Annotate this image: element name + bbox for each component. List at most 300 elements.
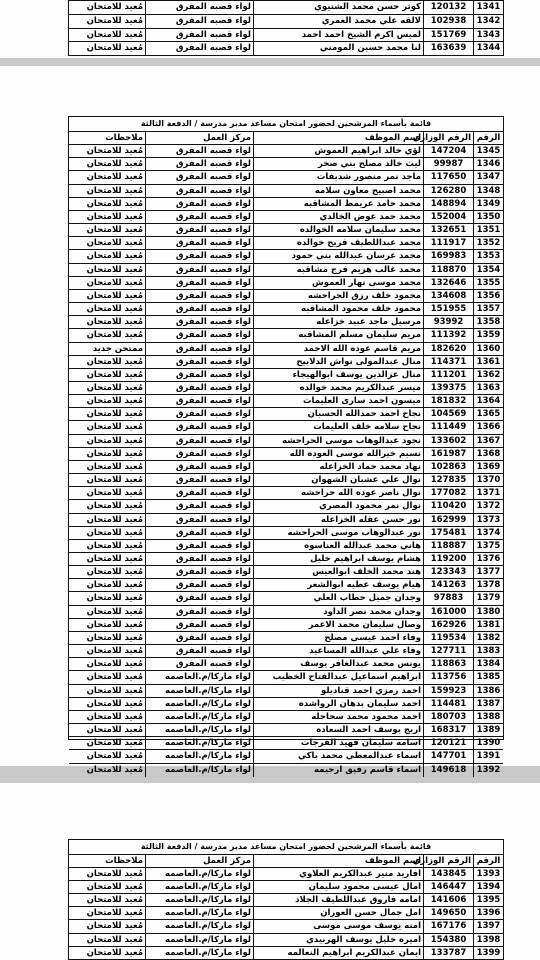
table-middle (68, 116, 504, 775)
cell-no: 1364 (473, 395, 503, 407)
cell-no: 1365 (473, 408, 503, 420)
cell-work-center: لواء ماركا/م.العاصمه (145, 947, 253, 960)
cell-no: 1352 (473, 237, 503, 249)
cell-employee-name: محمد غالب هزيم فرج مشاقبه (253, 264, 423, 276)
cell-employee-name: نوال نمر محمود المصري (253, 500, 423, 512)
cell-notes: مُعيد للامتحان (86, 198, 143, 209)
cell-employee-name: نوال ناصر عوده الله حراحشه (253, 487, 423, 499)
cell-employee-name: امال عيسى محمود سليمان (253, 881, 423, 893)
cell-employee-name: احمد محمود محمد سحاحله (253, 711, 423, 723)
cell-employee-name: محمد حمد عوض الخالدي (253, 211, 423, 223)
table-row (69, 934, 503, 947)
table-row (69, 632, 503, 645)
table-row (69, 198, 503, 211)
cell-notes: مُعيد للامتحان (86, 606, 143, 617)
table-row (69, 724, 503, 737)
cell-national-id: 180703 (423, 711, 473, 723)
table-row (69, 145, 503, 158)
cell-national-id: 119200 (423, 553, 473, 565)
cell-notes: ممتحن جديد (92, 343, 143, 354)
cell-employee-name: محمود خلف محمود المشاقبه (253, 303, 423, 315)
table-row (69, 382, 503, 395)
cell-work-center: لواء قصبه المفرق (145, 448, 253, 460)
cell-national-id: 93992 (423, 316, 473, 328)
cell-notes: مُعيد للامتحان (86, 396, 143, 407)
cell-national-id: 181832 (423, 395, 473, 407)
header-name: اسم الموظف (253, 855, 423, 867)
table-row (69, 211, 503, 224)
cell-national-id: 146447 (423, 881, 473, 893)
cell-work-center: لواء ماركا/م.العاصمه (145, 724, 253, 736)
cell-notes: مُعيد للامتحان (86, 2, 143, 12)
cell-no: 1399 (473, 947, 503, 960)
cell-notes: مُعيد للامتحان (86, 146, 143, 157)
cell-employee-name: محمد عبداللطيف فريح خوالده (253, 237, 423, 249)
table-row (69, 250, 503, 263)
cell-employee-name: محمد عرسان عبدالله بني حمود (253, 250, 423, 262)
cell-national-id: 118870 (423, 264, 473, 276)
cell-work-center: لواء قصبه المفرق (145, 461, 253, 473)
cell-national-id: 102938 (423, 15, 473, 28)
table-row (69, 750, 503, 763)
table-header-row (69, 132, 503, 145)
table-row (69, 698, 503, 711)
table-row (69, 1, 503, 15)
cell-notes: مُعيد للامتحان (86, 211, 143, 222)
cell-national-id: 149618 (423, 764, 473, 777)
cell-work-center: لواء قصبه المفرق (145, 500, 253, 512)
header-location: مركز العمل (145, 132, 253, 144)
table-row (69, 579, 503, 592)
cell-work-center: لواء قصبه المفرق (145, 514, 253, 526)
cell-work-center: لواء قصبه المفرق (145, 592, 253, 604)
cell-employee-name: محمد موسى نهار العموش (253, 277, 423, 289)
cell-no: 1392 (473, 764, 503, 777)
table-row (69, 566, 503, 579)
cell-work-center: لواء قصبه المفرق (145, 540, 253, 552)
cell-work-center: لواء قصبه المفرق (145, 329, 253, 341)
cell-national-id: 141606 (423, 894, 473, 906)
cell-work-center: لواء قصبه المفرق (145, 277, 253, 289)
cell-work-center: لواء قصبه المفرق (145, 343, 253, 355)
cell-no: 1351 (473, 224, 503, 236)
cell-notes: مُعيد للامتحان (86, 685, 143, 696)
header-national: الرقم الوزاري (412, 856, 471, 866)
cell-no: 1350 (473, 211, 503, 223)
table-row (69, 606, 503, 619)
table-row (69, 868, 503, 881)
table-row (69, 408, 503, 421)
cell-national-id: 168317 (423, 724, 473, 736)
cell-notes: مُعيد للامتحان (86, 921, 143, 932)
table-row (69, 395, 503, 408)
cell-notes: مُعيد للامتحان (86, 172, 143, 183)
cell-national-id: 147701 (423, 750, 473, 762)
cell-work-center: لواء قصبه المفرق (145, 145, 253, 157)
cell-notes: مُعيد للامتحان (86, 251, 143, 262)
table-row (69, 237, 503, 250)
cell-national-id: 113756 (423, 671, 473, 683)
cell-no: 1359 (473, 329, 503, 341)
cell-national-id: 149650 (423, 907, 473, 919)
table-row (69, 500, 503, 513)
cell-work-center: لواء قصبه المفرق (145, 211, 253, 223)
cell-no: 1363 (473, 382, 503, 394)
cell-national-id: 143845 (423, 868, 473, 880)
cell-work-center: لواء قصبه المفرق (145, 264, 253, 276)
cell-notes: مُعيد للامتحان (86, 895, 143, 906)
table-row (69, 316, 503, 329)
cell-national-id: 151769 (423, 29, 473, 42)
cell-notes: مُعيد للامتحان (86, 225, 143, 236)
cell-work-center: لواء قصبه المفرق (145, 303, 253, 315)
table-row (69, 303, 503, 316)
cell-national-id: 97883 (423, 592, 473, 604)
cell-work-center: لواء ماركا/م.العاصمه (145, 671, 253, 683)
cell-work-center: لواء قصبه المفرق (145, 553, 253, 565)
cell-work-center: لواء ماركا/م.العاصمه (145, 685, 253, 697)
table-row (69, 619, 503, 632)
cell-no: 1361 (473, 356, 503, 368)
cell-employee-name: نسيم خيرالله موسى العوده الله (253, 448, 423, 460)
cell-national-id: 99987 (423, 158, 473, 170)
cell-employee-name: نجاح احمد حمدالله الحسبان (253, 408, 423, 420)
cell-notes: مُعيد للامتحان (86, 646, 143, 657)
cell-national-id: 161987 (423, 448, 473, 460)
cell-notes: مُعيد للامتحان (86, 908, 143, 919)
cell-work-center: لواء قصبه المفرق (145, 632, 253, 644)
cell-national-id: 114371 (423, 356, 473, 368)
cell-work-center: لواء قصبه المفرق (145, 658, 253, 670)
cell-no: 1362 (473, 369, 503, 381)
cell-employee-name: امامه فاروق عبداللطيف الجلاد (253, 894, 423, 906)
cell-no: 1344 (473, 42, 503, 56)
cell-national-id: 141263 (423, 579, 473, 591)
cell-national-id: 167176 (423, 920, 473, 932)
cell-national-id: 111201 (423, 369, 473, 381)
table-row (69, 881, 503, 894)
cell-notes: مُعيد للامتحان (86, 738, 143, 749)
cell-work-center: لواء قصبه المفرق (145, 356, 253, 368)
header-notes: ملاحظات (105, 133, 143, 143)
cell-notes: مُعيد للامتحان (86, 725, 143, 736)
table-row (69, 658, 503, 671)
cell-no: 1356 (473, 290, 503, 302)
cell-work-center: لواء قصبه المفرق (145, 316, 253, 328)
cell-national-id: 154380 (423, 934, 473, 946)
cell-employee-name: اسماء عبدالمعطي محمد باكي (253, 750, 423, 762)
cell-notes: مُعيد للامتحان (86, 514, 143, 525)
cell-national-id: 134608 (423, 290, 473, 302)
cell-national-id: 127711 (423, 645, 473, 657)
cell-employee-name: ايمان عبدالكريم ابراهيم النعالمه (253, 947, 423, 960)
cell-notes: مُعيد للامتحان (86, 422, 143, 433)
cell-no: 1382 (473, 632, 503, 644)
cell-employee-name: نوال علي عشبان الشهوان (253, 474, 423, 486)
cell-employee-name: محمد سليمان سلامه الخوالده (253, 224, 423, 236)
cell-national-id: 162926 (423, 619, 473, 631)
cell-employee-name: نجود عبدالوهاب موسى الحراحشه (253, 435, 423, 447)
cell-notes: مُعيد للامتحان (86, 185, 143, 196)
cell-no: 1387 (473, 698, 503, 710)
cell-no: 1349 (473, 198, 503, 210)
cell-national-id: 159923 (423, 685, 473, 697)
cell-national-id: 163639 (423, 42, 473, 56)
cell-notes: مُعيد للامتحان (86, 540, 143, 551)
cell-no: 1358 (473, 316, 503, 328)
cell-no: 1376 (473, 553, 503, 565)
cell-work-center: لواء قصبه المفرق (145, 579, 253, 591)
cell-national-id: 177082 (423, 487, 473, 499)
cell-employee-name: هاني محمد عبدالله العناسوه (253, 540, 423, 552)
table-row (69, 592, 503, 605)
cell-work-center: لواء قصبه المفرق (145, 369, 253, 381)
table-row (69, 448, 503, 461)
table-row (69, 369, 503, 382)
cell-no: 1342 (473, 15, 503, 28)
cell-employee-name: محمد اصبيح معاون سلامه (253, 185, 423, 197)
cell-national-id: 102863 (423, 461, 473, 473)
cell-no: 1379 (473, 592, 503, 604)
cell-notes: مُعيد للامتحان (86, 882, 143, 893)
cell-employee-name: كوثر حسن محمد الشتيوي (253, 1, 423, 14)
cell-national-id: 132646 (423, 277, 473, 289)
cell-no: 1353 (473, 250, 503, 262)
cell-employee-name: ميسون احمد سارى العليمات (253, 395, 423, 407)
cell-national-id: 151955 (423, 303, 473, 315)
cell-no: 1393 (473, 868, 503, 880)
cell-no: 1367 (473, 435, 503, 447)
cell-work-center: لواء ماركا/م.العاصمه (145, 894, 253, 906)
page-fragment-top (0, 0, 540, 58)
table-row (69, 224, 503, 237)
cell-no: 1370 (473, 474, 503, 486)
table-row (69, 185, 503, 198)
cell-work-center: لواء قصبه المفرق (145, 15, 253, 28)
cell-employee-name: ماجد نمر منصور شديفات (253, 171, 423, 183)
cell-work-center: لواء قصبه المفرق (145, 487, 253, 499)
table-row (69, 42, 503, 56)
cell-national-id: 133787 (423, 947, 473, 960)
cell-no: 1385 (473, 671, 503, 683)
cell-notes: مُعيد للامتحان (86, 488, 143, 499)
cell-employee-name: احمد رمزي احمد قناديلو (253, 685, 423, 697)
cell-work-center: لواء قصبه المفرق (145, 606, 253, 618)
cell-notes: مُعيد للامتحان (86, 632, 143, 643)
cell-work-center: لواء قصبه المفرق (145, 421, 253, 433)
table-row (69, 671, 503, 684)
table-row (69, 711, 503, 724)
cell-notes: مُعيد للامتحان (86, 947, 143, 958)
cell-employee-name: وصال سليمان محمد الاعمر (253, 619, 423, 631)
table-row (69, 29, 503, 43)
cell-notes: مُعيد للامتحان (86, 43, 143, 54)
table-row (69, 277, 503, 290)
cell-notes: مُعيد للامتحان (86, 409, 143, 420)
cell-no: 1386 (473, 685, 503, 697)
table-row (69, 894, 503, 907)
cell-notes: مُعيد للامتحان (86, 264, 143, 275)
table-row (69, 329, 503, 342)
cell-no: 1378 (473, 579, 503, 591)
cell-national-id: 161000 (423, 606, 473, 618)
cell-national-id: 148894 (423, 198, 473, 210)
cell-national-id: 118863 (423, 658, 473, 670)
cell-notes: مُعيد للامتحان (86, 527, 143, 538)
cell-no: 1343 (473, 29, 503, 42)
cell-national-id: 132651 (423, 224, 473, 236)
cell-national-id: 111392 (423, 329, 473, 341)
cell-notes: مُعيد للامتحان (86, 290, 143, 301)
cell-notes: مُعيد للامتحان (86, 711, 143, 722)
cell-national-id: 127835 (423, 474, 473, 486)
cell-notes: مُعيد للامتحان (86, 461, 143, 472)
table-row (69, 421, 503, 434)
table-row (69, 356, 503, 369)
cell-employee-name: مريم سليمان مسلم المشاقبه (253, 329, 423, 341)
table-row (69, 527, 503, 540)
cell-employee-name: امنه يوسف موسى موسى (253, 920, 423, 932)
cell-national-id: 152004 (423, 211, 473, 223)
cell-no: 1389 (473, 724, 503, 736)
header-no: الرقم (473, 132, 503, 144)
table-row (69, 435, 503, 448)
cell-no: 1347 (473, 171, 503, 183)
header-national: الرقم الوزاري (412, 133, 471, 143)
table-row (69, 264, 503, 277)
cell-employee-name: وفاء احمد عيسى مصلح (253, 632, 423, 644)
cell-no: 1373 (473, 514, 503, 526)
cell-notes: مُعيد للامتحان (86, 501, 143, 512)
cell-employee-name: منال عزالدين يوسف ابوالهيجاء (253, 369, 423, 381)
cell-no: 1388 (473, 711, 503, 723)
cell-no: 1369 (473, 461, 503, 473)
cell-employee-name: نور عبدالوهاب موسى الحراحشه (253, 527, 423, 539)
cell-employee-name: ميسر عبدالكريم محمد خوالده (253, 382, 423, 394)
cell-employee-name: منال عبدالمولى نواش الدلابيح (253, 356, 423, 368)
cell-work-center: لواء قصبه المفرق (145, 474, 253, 486)
cell-national-id: 117650 (423, 171, 473, 183)
header-notes: ملاحظات (105, 856, 143, 866)
cell-employee-name: محمود خلف رزق الحراحشه (253, 290, 423, 302)
cell-work-center: لواء قصبه المفرق (145, 185, 253, 197)
cell-work-center: لواء ماركا/م.العاصمه (145, 907, 253, 919)
cell-notes: مُعيد للامتحان (86, 159, 143, 170)
table-title: قائمة بأسماء المرشحين لحضور امتحان مساعد مدير مدرسة / الدفعة الثالثة (69, 840, 503, 855)
cell-employee-name: لميس اكرم الشيخ احمد احمد (253, 29, 423, 42)
cell-work-center: لواء ماركا/م.العاصمه (145, 934, 253, 946)
table-row (69, 474, 503, 487)
cell-work-center: لواء ماركا/م.العاصمه (145, 868, 253, 880)
cell-employee-name: احمد سليمان بدهان الرواشده (253, 698, 423, 710)
cell-national-id: 110420 (423, 500, 473, 512)
page-middle (0, 66, 540, 775)
cell-employee-name: اسماء قاسم رفيق ارحيمه (253, 764, 423, 777)
cell-work-center: لواء قصبه المفرق (145, 395, 253, 407)
cell-employee-name: وفاء علي عبدالله المساعيد (253, 645, 423, 657)
table-row (69, 487, 503, 500)
cell-work-center: لواء قصبه المفرق (145, 566, 253, 578)
cell-national-id: 111917 (423, 237, 473, 249)
cell-employee-name: امل جمال حسن العوران (253, 907, 423, 919)
cell-employee-name: وجدان جميل حطاب العلي (253, 592, 423, 604)
cell-employee-name: نهاد محمد حماد الخزاعله (253, 461, 423, 473)
cell-national-id: 120132 (423, 1, 473, 14)
cell-notes: مُعيد للامتحان (86, 369, 143, 380)
table-row (69, 920, 503, 933)
cell-work-center: لواء قصبه المفرق (145, 382, 253, 394)
cell-no: 1346 (473, 158, 503, 170)
cell-work-center: لواء قصبه المفرق (145, 158, 253, 170)
cell-national-id: 119534 (423, 632, 473, 644)
cell-no: 1384 (473, 658, 503, 670)
cell-no: 1390 (473, 737, 503, 749)
cell-work-center: لواء قصبه المفرق (145, 1, 253, 14)
cell-employee-name: هيام يوسف عطيه ابوالشعر (253, 579, 423, 591)
cell-employee-name: وجدان محمد نصر الداود (253, 606, 423, 618)
cell-no: 1398 (473, 934, 503, 946)
page-bottom (0, 783, 540, 960)
cell-no: 1391 (473, 750, 503, 762)
cell-no: 1357 (473, 303, 503, 315)
cell-no: 1348 (473, 185, 503, 197)
cell-employee-name: يونس محمد عبدالغافر يوسف (253, 658, 423, 670)
cell-no: 1394 (473, 881, 503, 893)
cell-national-id: 104569 (423, 408, 473, 420)
cell-no: 1396 (473, 907, 503, 919)
cell-notes: مُعيد للامتحان (86, 751, 143, 762)
cell-work-center: لواء قصبه المفرق (145, 29, 253, 42)
cell-no: 1375 (473, 540, 503, 552)
cell-notes: مُعيد للامتحان (86, 593, 143, 604)
table-row (69, 171, 503, 184)
cell-notes: مُعيد للامتحان (86, 659, 143, 670)
table-row (69, 514, 503, 527)
cell-no: 1395 (473, 894, 503, 906)
cell-notes: مُعيد للامتحان (86, 475, 143, 486)
cell-work-center: لواء قصبه المفرق (145, 198, 253, 210)
cell-notes: مُعيد للامتحان (86, 382, 143, 393)
cell-no: 1372 (473, 500, 503, 512)
cell-work-center: لواء ماركا/م.العاصمه (145, 750, 253, 762)
cell-employee-name: نجاح سلامه خلف العليمات (253, 421, 423, 433)
cell-employee-name: نور حسن عقله الخزاعله (253, 514, 423, 526)
cell-no: 1366 (473, 421, 503, 433)
cell-notes: مُعيد للامتحان (86, 698, 143, 709)
cell-no: 1368 (473, 448, 503, 460)
cell-national-id: 175481 (423, 527, 473, 539)
cell-employee-name: هشام يوسف ابراهيم خليل (253, 553, 423, 565)
header-no: الرقم (473, 855, 503, 867)
cell-employee-name: لالقه علي محمد العمري (253, 15, 423, 28)
cell-no: 1397 (473, 920, 503, 932)
cell-national-id: 120121 (423, 737, 473, 749)
table-row (69, 685, 503, 698)
cell-notes: مُعيد للامتحان (86, 317, 143, 328)
table-top (68, 0, 504, 56)
cell-national-id: 123343 (423, 566, 473, 578)
cell-work-center: لواء ماركا/م.العاصمه (145, 920, 253, 932)
cell-no: 1355 (473, 277, 503, 289)
cell-national-id: 169983 (423, 250, 473, 262)
cell-no: 1381 (473, 619, 503, 631)
cell-employee-name: اميره خليل يوسف الهربيدي (253, 934, 423, 946)
cell-national-id: 162999 (423, 514, 473, 526)
cell-employee-name: اسامه سليمان فهيد الفرجات (253, 737, 423, 749)
cell-notes: مُعيد للامتحان (86, 448, 143, 459)
cell-employee-name: هند محمد الخلف ابوالعيس (253, 566, 423, 578)
cell-work-center: لواء قصبه المفرق (145, 42, 253, 56)
